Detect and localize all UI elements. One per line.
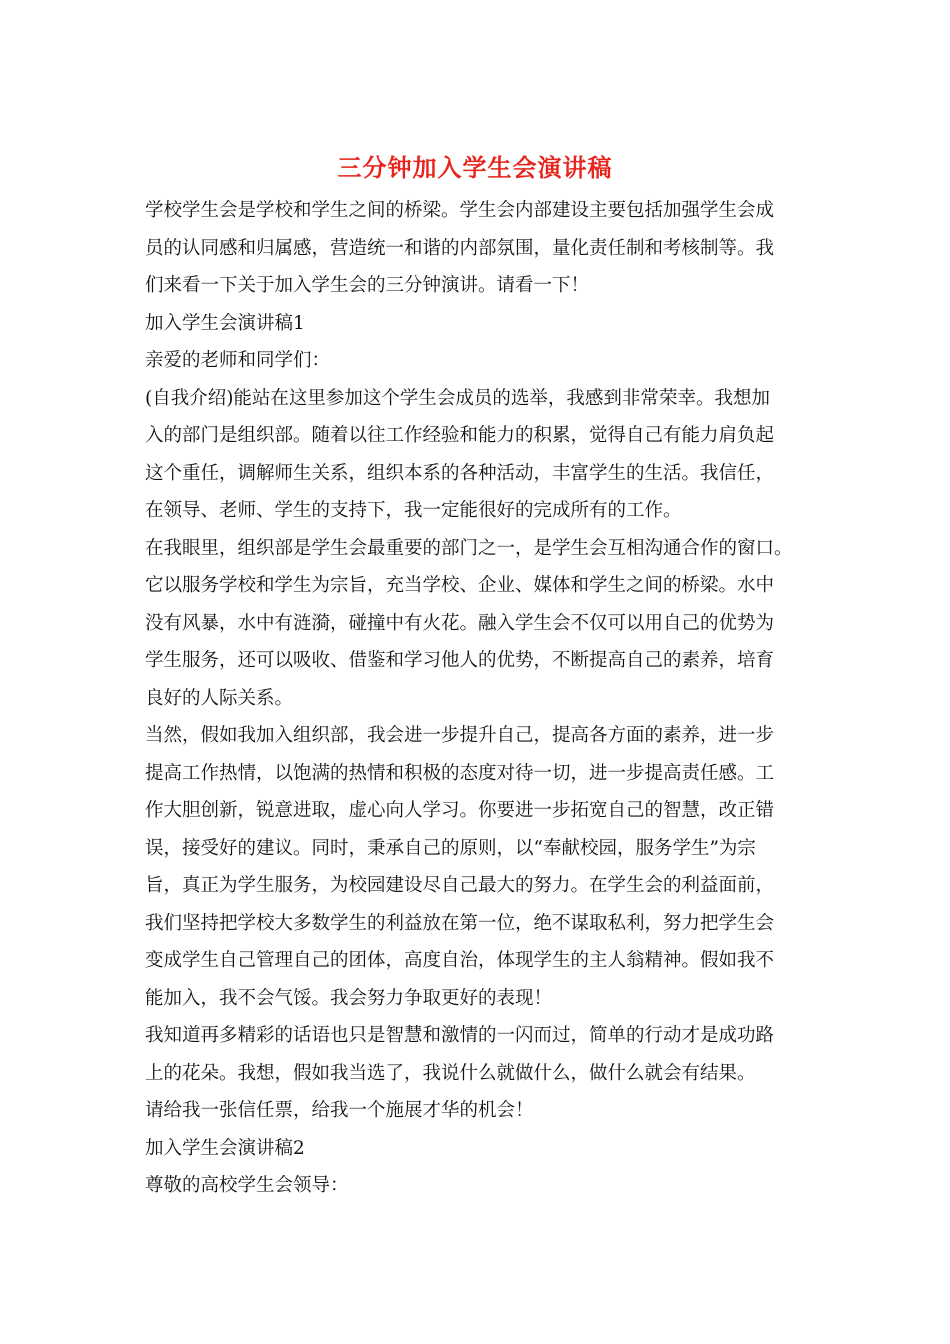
text-line: (自我介绍)能站在这里参加这个学生会成员的选举，我感到非常荣幸。我想加 <box>145 387 770 409</box>
text-line: 良好的人际关系。 <box>145 687 294 709</box>
text-line: 没有风暴，水中有涟漪，碰撞中有火花。融入学生会不仅可以用自己的优势为 <box>145 612 775 634</box>
text-line: 它以服务学校和学生为宗旨，充当学校、企业、媒体和学生之间的桥梁。水中 <box>145 575 775 596</box>
text-line: 提高工作热情，以饱满的热情和积极的态度对待一切，进一步提高责任感。工 <box>145 762 775 784</box>
text-line: 我们坚持把学校大多数学生的利益放在第一位，绝不谋取私利，努力把学生会 <box>145 912 775 934</box>
section-heading-2: 加入学生会演讲稿2 <box>145 1137 305 1159</box>
text-line: 旨，真正为学生服务，为校园建设尽自己最大的努力。在学生会的利益面前， <box>145 875 775 896</box>
text-line: 员的认同感和归属感，营造统一和谐的内部氛围，量化责任制和考核制等。我 <box>145 237 775 259</box>
section-heading-1: 加入学生会演讲稿1 <box>145 312 305 334</box>
text-line: 在我眼里，组织部是学生会最重要的部门之一，是学生会互相沟通合作的窗口。 <box>145 537 793 559</box>
salutation-1: 亲爱的老师和同学们： <box>145 350 331 371</box>
text-line: 上的花朵。我想，假如我当选了，我说什么就做什么，做什么就会有结果。 <box>145 1062 756 1084</box>
text-line: 这个重任，调解师生关系，组织本系的各种活动，丰富学生的生活。我信任， <box>145 462 775 484</box>
text-line: 变成学生自己管理自己的团体，高度自治，体现学生的主人翁精神。假如我不 <box>145 950 775 971</box>
text-line: 作大胆创新，锐意进取，虚心向人学习。你要进一步拓宽自己的智慧，改正错 <box>145 800 775 821</box>
text-line: 学生服务，还可以吸收、借鉴和学习他人的优势，不断提高自己的素养，培育 <box>145 650 775 671</box>
text-line: 我知道再多精彩的话语也只是智慧和激情的一闪而过，简单的行动才是成功路 <box>145 1025 775 1046</box>
text-line: 学校学生会是学校和学生之间的桥梁。学生会内部建设主要包括加强学生会成 <box>145 200 775 221</box>
text-line: 能加入，我不会气馁。我会努力争取更好的表现！ <box>145 987 553 1009</box>
text-line: 在领导、老师、学生的支持下，我一定能很好的完成所有的工作。 <box>145 500 682 521</box>
document-body <box>145 192 810 1205</box>
text-line: 当然，假如我加入组织部，我会进一步提升自己，提高各方面的素养，进一步 <box>145 725 775 746</box>
text-line: 误，接受好的建议。同时，秉承自己的原则，以“奉献校园，服务学生”为宗 <box>145 837 756 859</box>
text-line: 请给我一张信任票，给我一个施展才华的机会！ <box>145 1100 534 1121</box>
salutation-2: 尊敬的高校学生会领导： <box>145 1175 349 1196</box>
document-title: 三分钟加入学生会演讲稿 <box>337 153 613 182</box>
text-line: 入的部门是组织部。随着以往工作经验和能力的积累，觉得自己有能力肩负起 <box>145 425 775 446</box>
text-line: 们来看一下关于加入学生会的三分钟演讲。请看一下！ <box>145 275 590 296</box>
